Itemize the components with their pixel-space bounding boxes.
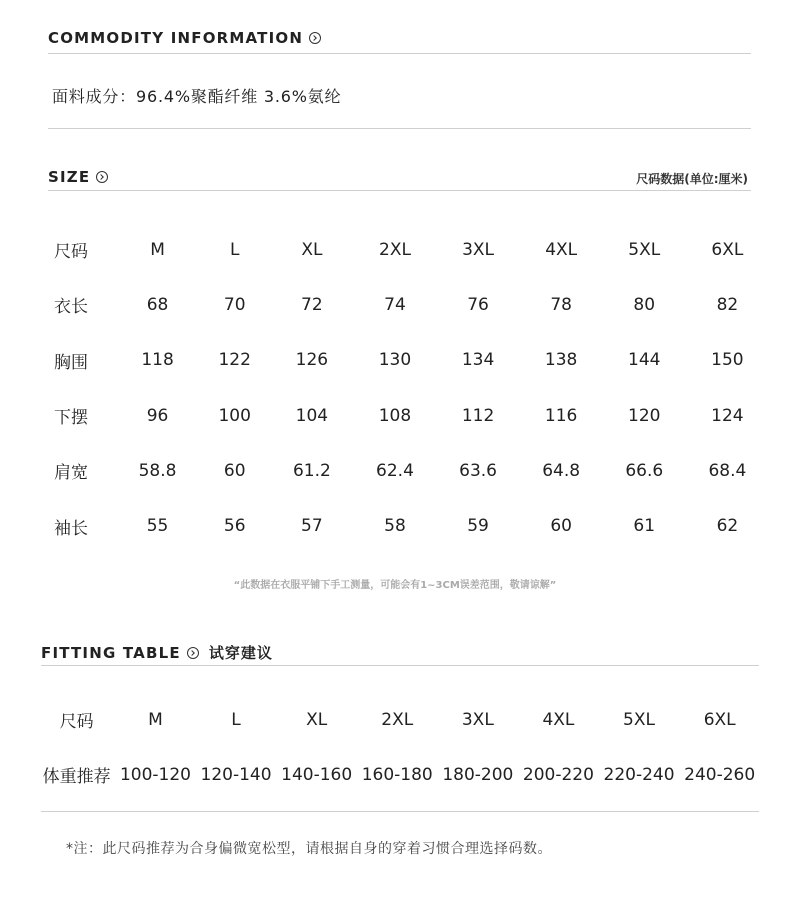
table-cell: 70	[223, 294, 246, 315]
table-cell: XL	[301, 239, 323, 260]
table-cell: 116	[544, 405, 578, 426]
table-cell: 62.4	[376, 460, 414, 481]
table-cell: 64.8	[542, 460, 581, 481]
table-cell: 100-120	[119, 764, 191, 785]
row-label: 体重推荐	[42, 767, 111, 787]
table-cell: 120	[628, 405, 661, 426]
table-cell: 112	[461, 405, 495, 426]
table-cell: M	[150, 239, 165, 260]
table-cell: 63.6	[459, 460, 497, 481]
table-row	[43, 277, 769, 332]
table-cell: 150	[711, 350, 744, 371]
chevron-circle-right-icon	[96, 171, 108, 183]
table-cell: 4XL	[542, 709, 575, 730]
table-cell: 100	[218, 405, 251, 426]
row-label: 衣长	[54, 297, 88, 318]
table-row	[43, 388, 769, 443]
size-table	[43, 222, 769, 554]
row-label: 尺码	[59, 712, 94, 732]
table-cell: 60	[223, 460, 246, 481]
table-cell: 72	[301, 294, 323, 315]
table-cell: 68	[146, 294, 169, 315]
table-cell: 144	[628, 350, 661, 371]
size-unit-label: 尺码数据(单位:厘米)	[636, 172, 748, 186]
table-cell: 59	[467, 516, 489, 537]
table-row	[38, 692, 760, 747]
table-cell: 4XL	[545, 239, 578, 260]
table-cell: 74	[384, 294, 406, 315]
table-cell: 130	[378, 350, 412, 371]
table-cell: 55	[146, 516, 169, 537]
table-cell: 118	[141, 350, 174, 371]
table-cell: 220-240	[603, 764, 675, 785]
commodity-title-text: COMMODITY INFORMATION	[48, 29, 304, 47]
fabric-composition: 面料成分：96.4%聚酯纤维 3.6%氨纶	[52, 87, 342, 106]
table-cell: 120-140	[200, 764, 272, 785]
table-cell: 134	[461, 350, 495, 371]
divider	[48, 128, 751, 129]
table-cell: XL	[306, 709, 328, 730]
table-row	[43, 498, 769, 553]
table-cell: 82	[716, 294, 739, 315]
row-label: 尺码	[54, 242, 88, 263]
row-label: 胸围	[54, 352, 88, 373]
chevron-circle-right-icon	[187, 647, 199, 659]
table-cell: 108	[378, 405, 412, 426]
table-cell: 60	[550, 516, 572, 537]
table-row	[38, 747, 760, 802]
table-cell: 96	[146, 405, 169, 426]
divider	[48, 53, 751, 54]
table-cell: 124	[711, 405, 744, 426]
table-cell: 138	[544, 350, 578, 371]
table-cell: 61	[633, 516, 656, 537]
table-row	[43, 333, 769, 388]
divider	[41, 665, 759, 666]
table-cell: 68.4	[708, 460, 747, 481]
size-section-title	[48, 168, 108, 186]
table-cell: 180-200	[442, 764, 514, 785]
table-cell: 76	[467, 294, 489, 315]
table-cell: 58	[384, 516, 406, 537]
row-label: 肩宽	[54, 463, 88, 484]
table-cell: 3XL	[462, 239, 495, 260]
table-cell: 61.2	[292, 460, 331, 481]
table-cell: 6XL	[703, 709, 736, 730]
table-cell: 58.8	[138, 460, 177, 481]
table-cell: 140-160	[281, 764, 353, 785]
table-cell: 240-260	[684, 764, 756, 785]
commodity-section-title	[48, 29, 321, 47]
fitting-table	[38, 692, 760, 802]
row-label: 下摆	[54, 408, 88, 429]
size-title-text: SIZE	[48, 168, 91, 186]
table-cell: 160-180	[361, 764, 433, 785]
table-row	[43, 222, 769, 277]
footnote: *注：此尺码推荐为合身偏微宽松型，请根据自身的穿着习惯合理选择码数。	[66, 841, 552, 857]
table-cell: 104	[295, 405, 329, 426]
table-cell: 66.6	[625, 460, 664, 481]
table-cell: L	[229, 239, 240, 260]
table-cell: 2XL	[379, 239, 411, 260]
table-cell: 6XL	[711, 239, 744, 260]
table-cell: 2XL	[381, 709, 414, 730]
table-cell: 78	[550, 294, 572, 315]
row-label: 袖长	[54, 518, 88, 539]
table-cell: 3XL	[461, 709, 494, 730]
table-cell: 126	[295, 350, 329, 371]
table-cell: 80	[633, 294, 656, 315]
fitting-title-text: FITTING TABLE	[41, 643, 181, 662]
table-cell: 200-220	[522, 764, 594, 785]
table-cell: 122	[218, 350, 251, 371]
table-cell: 5XL	[628, 239, 661, 260]
table-cell: M	[148, 709, 163, 730]
table-cell: L	[231, 709, 241, 730]
divider	[41, 811, 759, 812]
table-cell: 62	[716, 516, 739, 537]
measurement-note: “此数据在衣服平铺下手工测量，可能会有1~3CM误差范围，敬请谅解”	[233, 580, 557, 591]
fitting-subtitle: 试穿建议	[208, 644, 273, 662]
fitting-section-title	[41, 642, 273, 663]
divider	[48, 190, 751, 191]
table-row	[43, 443, 769, 498]
chevron-circle-right-icon	[309, 32, 321, 44]
table-cell: 56	[223, 516, 246, 537]
table-cell: 57	[301, 516, 323, 537]
table-cell: 5XL	[623, 709, 655, 730]
